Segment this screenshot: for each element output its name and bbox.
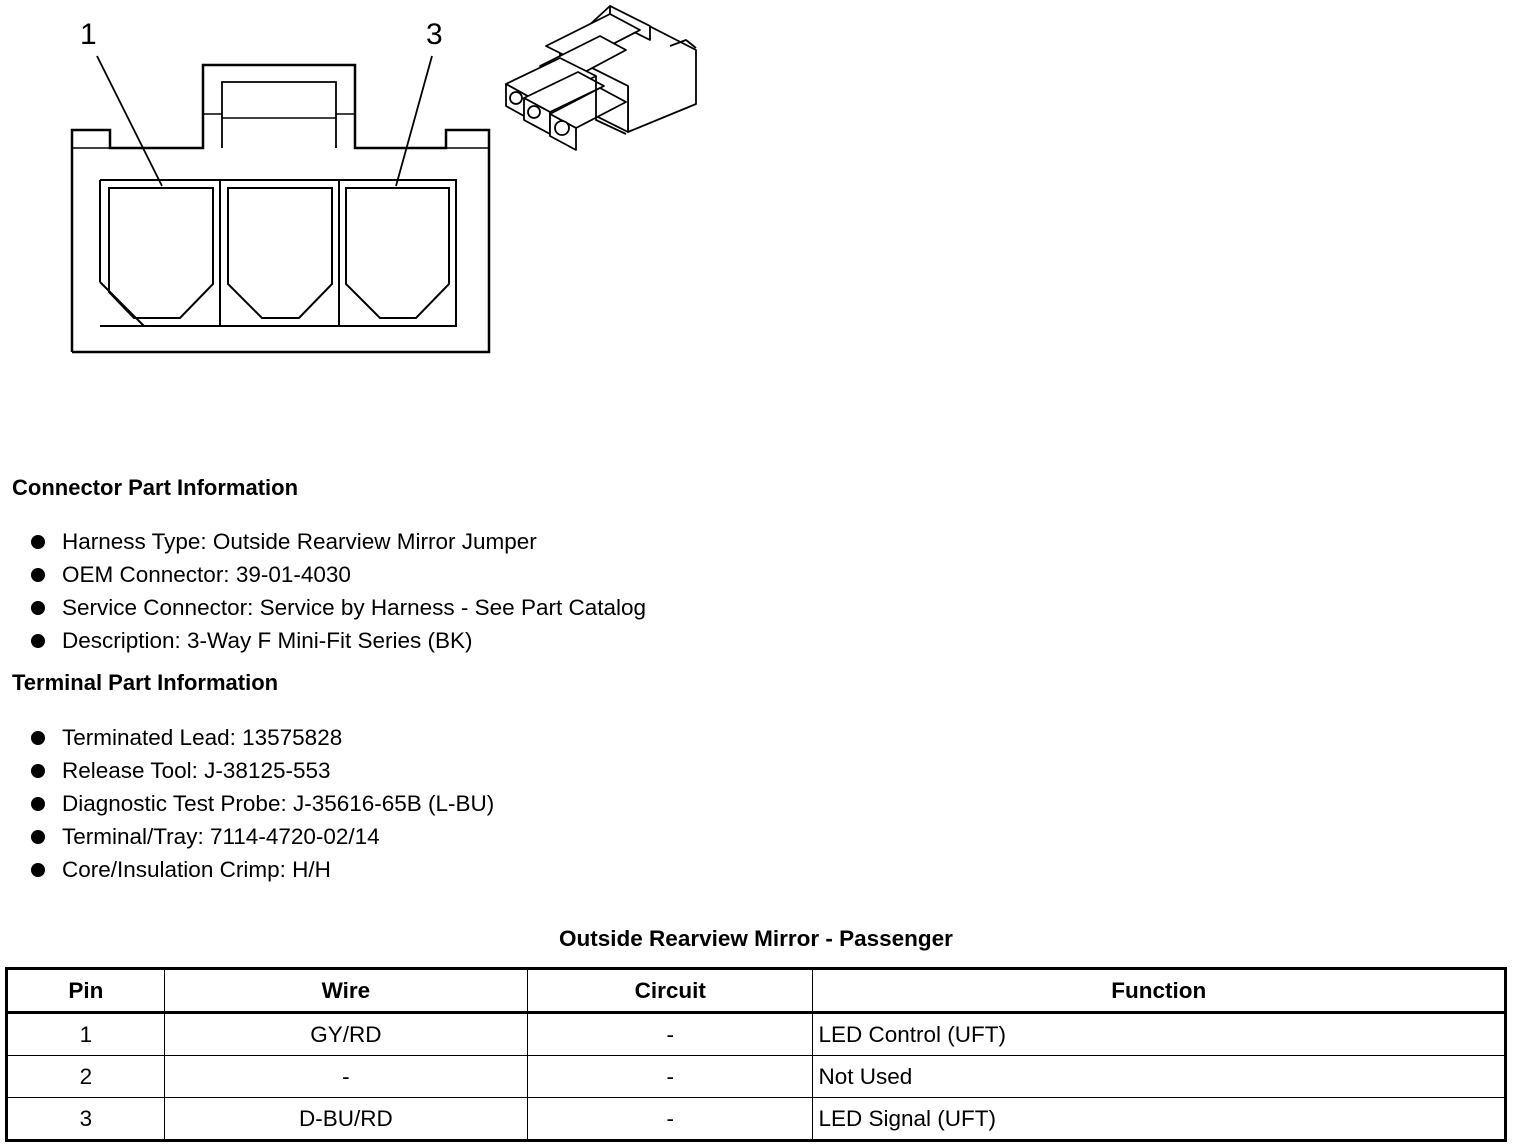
- connector-3d-view: [506, 6, 696, 150]
- table-row: [7, 1013, 1506, 1056]
- cavity-3: [346, 188, 449, 318]
- bullet-icon: [31, 634, 45, 648]
- pin-3-leader: [396, 56, 432, 186]
- cavity-2: [228, 188, 332, 318]
- connector-diagram: [0, 0, 720, 370]
- cell-function: LED Signal (UFT): [813, 1098, 1506, 1141]
- cell-wire: -: [164, 1056, 527, 1098]
- list-item: [28, 789, 494, 822]
- cell-circuit: -: [527, 1098, 812, 1141]
- cell-wire: GY/RD: [164, 1013, 527, 1056]
- bullet-icon: [31, 797, 45, 811]
- list-item-text: Release Tool: J-38125-553: [62, 758, 331, 783]
- list-item-text: OEM Connector: 39-01-4030: [62, 562, 351, 587]
- cell-function: LED Control (UFT): [813, 1013, 1506, 1056]
- cell-pin: 2: [7, 1056, 165, 1098]
- pin-3-label: 3: [426, 18, 443, 51]
- cell-circuit: -: [527, 1056, 812, 1098]
- pinout-table: [5, 967, 1507, 1142]
- column-header-wire: Wire: [164, 969, 527, 1013]
- list-item: [28, 822, 494, 855]
- bullet-icon: [31, 731, 45, 745]
- cell-pin: 3: [7, 1098, 165, 1141]
- column-header-circuit: Circuit: [527, 969, 812, 1013]
- list-item-text: Terminal/Tray: 7114-4720-02/14: [62, 824, 380, 849]
- list-item-text: Diagnostic Test Probe: J-35616-65B (L-BU): [62, 791, 495, 816]
- bullet-icon: [31, 535, 45, 549]
- bullet-icon: [31, 764, 45, 778]
- cavity-1: [109, 188, 213, 318]
- bullet-icon: [31, 863, 45, 877]
- bullet-icon: [31, 568, 45, 582]
- connector-body-outline: [72, 65, 489, 352]
- table-row: [7, 1056, 1506, 1098]
- list-item-text: Harness Type: Outside Rearview Mirror Jumper: [62, 529, 537, 554]
- list-item: [28, 855, 494, 888]
- terminal-part-info-list: [28, 723, 494, 888]
- list-item: [28, 626, 646, 659]
- cavity-frame: [100, 180, 456, 326]
- bullet-icon: [31, 830, 45, 844]
- bullet-icon: [31, 601, 45, 615]
- list-item: [28, 593, 646, 626]
- list-item: [28, 560, 646, 593]
- cell-circuit: -: [527, 1013, 812, 1056]
- column-header-function: Function: [813, 969, 1506, 1013]
- pin-1-leader: [97, 56, 162, 186]
- list-item-text: Service Connector: Service by Harness - See Part Catalog: [62, 595, 647, 620]
- table-header-row: [7, 969, 1506, 1013]
- pin-1-label: 1: [80, 18, 97, 51]
- list-item: [28, 723, 494, 756]
- list-item: [28, 756, 494, 789]
- table-row: [7, 1098, 1506, 1141]
- list-item: [28, 527, 646, 560]
- cell-function: Not Used: [813, 1056, 1506, 1098]
- connector-part-info-heading: Connector Part Information: [12, 475, 299, 500]
- connector-part-info-list: [28, 527, 646, 659]
- terminal-part-info-heading: Terminal Part Information: [12, 670, 279, 695]
- cell-wire: D-BU/RD: [164, 1098, 527, 1141]
- list-item-text: Terminated Lead: 13575828: [62, 725, 343, 750]
- cell-pin: 1: [7, 1013, 165, 1056]
- table-title: Outside Rearview Mirror - Passenger: [559, 926, 953, 951]
- list-item-text: Core/Insulation Crimp: H/H: [62, 857, 331, 882]
- list-item-text: Description: 3-Way F Mini-Fit Series (BK): [62, 628, 473, 653]
- column-header-pin: Pin: [7, 969, 165, 1013]
